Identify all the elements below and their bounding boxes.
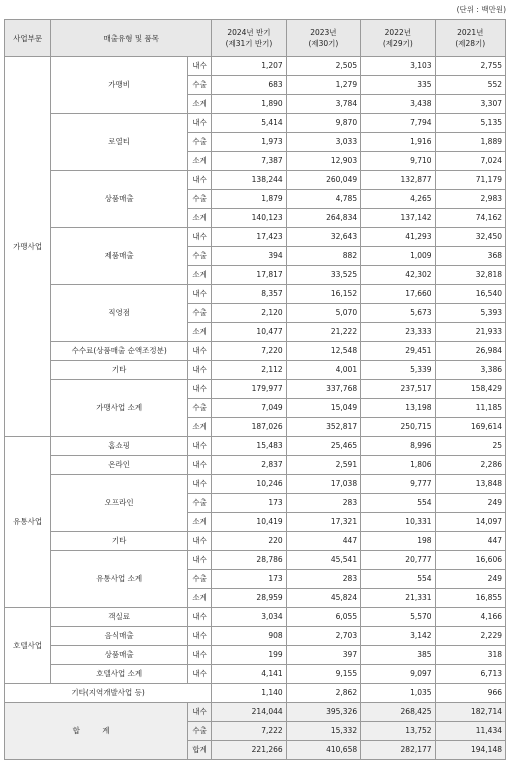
col-header-period-1-year: 2024년 반기 [227, 28, 271, 37]
value-cell-period-1: 8,357 [212, 285, 286, 304]
value-cell-period-4: 16,606 [435, 551, 505, 570]
value-cell-period-3: 9,097 [361, 665, 435, 684]
row-kind-label: 소계 [188, 266, 212, 285]
table-row [5, 456, 506, 475]
value-cell-period-2: 45,824 [286, 589, 360, 608]
col-header-period-2-term: (제30기) [308, 39, 339, 48]
value-cell-period-2: 264,834 [286, 209, 360, 228]
row-kind-label: 내수 [188, 57, 212, 76]
value-cell-period-3: 3,438 [361, 95, 435, 114]
value-cell-period-2: 9,870 [286, 114, 360, 133]
value-cell-period-1: 908 [212, 627, 286, 646]
value-cell-period-4: 194,148 [435, 741, 505, 760]
value-cell-period-1: 1,140 [212, 684, 286, 703]
row-kind-label: 내수 [188, 228, 212, 247]
row-item-label: 기타 [51, 361, 188, 380]
value-cell-period-1: 173 [212, 494, 286, 513]
row-item-label: 로열티 [51, 114, 188, 171]
value-cell-period-4: 1,889 [435, 133, 505, 152]
table-body [5, 57, 506, 760]
row-kind-label: 내수 [188, 475, 212, 494]
table-row [5, 361, 506, 380]
value-cell-period-3: 4,265 [361, 190, 435, 209]
value-cell-period-4: 11,434 [435, 722, 505, 741]
row-kind-label: 수출 [188, 399, 212, 418]
col-header-period-2 [286, 20, 360, 57]
row-kind-label: 수출 [188, 570, 212, 589]
value-cell-period-4: 2,229 [435, 627, 505, 646]
value-cell-period-2: 15,332 [286, 722, 360, 741]
row-kind-label: 내수 [188, 437, 212, 456]
value-cell-period-1: 173 [212, 570, 286, 589]
row-kind-label: 소계 [188, 152, 212, 171]
value-cell-period-4: 16,540 [435, 285, 505, 304]
row-item-label: 유통사업 소계 [51, 551, 188, 608]
value-cell-period-2: 260,049 [286, 171, 360, 190]
value-cell-period-2: 2,862 [286, 684, 360, 703]
value-cell-period-1: 3,034 [212, 608, 286, 627]
value-cell-period-2: 410,658 [286, 741, 360, 760]
value-cell-period-3: 42,302 [361, 266, 435, 285]
value-cell-period-3: 250,715 [361, 418, 435, 437]
row-kind-label: 수출 [188, 190, 212, 209]
value-cell-period-3: 8,996 [361, 437, 435, 456]
value-cell-period-3: 23,333 [361, 323, 435, 342]
value-cell-period-4: 5,393 [435, 304, 505, 323]
value-cell-period-2: 12,548 [286, 342, 360, 361]
value-cell-period-3: 9,710 [361, 152, 435, 171]
value-cell-period-1: 28,959 [212, 589, 286, 608]
value-cell-period-4: 158,429 [435, 380, 505, 399]
table-row [5, 228, 506, 247]
value-cell-period-4: 3,386 [435, 361, 505, 380]
value-cell-period-3: 10,331 [361, 513, 435, 532]
value-cell-period-3: 41,293 [361, 228, 435, 247]
value-cell-period-3: 137,142 [361, 209, 435, 228]
sector-label: 합 계 [5, 703, 188, 760]
value-cell-period-1: 7,049 [212, 399, 286, 418]
row-kind-label: 소계 [188, 513, 212, 532]
col-header-period-3-year: 2022년 [384, 28, 411, 37]
row-item-label: 객실료 [51, 608, 188, 627]
value-cell-period-4: 32,450 [435, 228, 505, 247]
row-kind-label: 내수 [188, 171, 212, 190]
table-row [5, 551, 506, 570]
value-cell-period-2: 15,049 [286, 399, 360, 418]
value-cell-period-4: 4,166 [435, 608, 505, 627]
value-cell-period-4: 2,755 [435, 57, 505, 76]
value-cell-period-1: 2,112 [212, 361, 286, 380]
row-kind-label: 내수 [188, 532, 212, 551]
value-cell-period-1: 1,973 [212, 133, 286, 152]
sector-label: 유통사업 [5, 437, 51, 608]
value-cell-period-2: 12,903 [286, 152, 360, 171]
value-cell-period-2: 283 [286, 494, 360, 513]
value-cell-period-4: 13,848 [435, 475, 505, 494]
col-header-period-4-year: 2021년 [457, 28, 484, 37]
row-kind-label: 수출 [188, 304, 212, 323]
header-row [5, 20, 506, 57]
row-kind-label: 합계 [188, 741, 212, 760]
row-kind-label: 내수 [188, 608, 212, 627]
value-cell-period-2: 3,784 [286, 95, 360, 114]
value-cell-period-1: 214,044 [212, 703, 286, 722]
value-cell-period-3: 7,794 [361, 114, 435, 133]
row-item-label: 가맹비 [51, 57, 188, 114]
value-cell-period-4: 21,933 [435, 323, 505, 342]
row-kind-label: 내수 [188, 456, 212, 475]
value-cell-period-3: 268,425 [361, 703, 435, 722]
value-cell-period-3: 1,806 [361, 456, 435, 475]
value-cell-period-3: 9,777 [361, 475, 435, 494]
col-header-sector: 사업부문 [5, 20, 51, 57]
sector-label: 호텔사업 [5, 608, 51, 684]
value-cell-period-1: 28,786 [212, 551, 286, 570]
value-cell-period-1: 17,423 [212, 228, 286, 247]
table-row [5, 171, 506, 190]
table-row [5, 684, 506, 703]
value-cell-period-3: 20,777 [361, 551, 435, 570]
value-cell-period-1: 138,244 [212, 171, 286, 190]
row-kind-label: 내수 [188, 114, 212, 133]
value-cell-period-4: 249 [435, 570, 505, 589]
row-kind-label: 내수 [188, 551, 212, 570]
value-cell-period-2: 1,279 [286, 76, 360, 95]
value-cell-period-4: 14,097 [435, 513, 505, 532]
table-row [5, 532, 506, 551]
value-cell-period-3: 1,035 [361, 684, 435, 703]
row-kind-label: 수출 [188, 494, 212, 513]
col-header-type: 매출유형 및 품목 [51, 20, 212, 57]
value-cell-period-3: 5,673 [361, 304, 435, 323]
value-cell-period-3: 13,198 [361, 399, 435, 418]
value-cell-period-3: 554 [361, 494, 435, 513]
value-cell-period-3: 13,752 [361, 722, 435, 741]
value-cell-period-3: 132,877 [361, 171, 435, 190]
value-cell-period-2: 17,038 [286, 475, 360, 494]
row-item-label: 음식매출 [51, 627, 188, 646]
value-cell-period-1: 15,483 [212, 437, 286, 456]
table-row [5, 627, 506, 646]
row-kind-label: 내수 [188, 703, 212, 722]
row-item-label: 수수료(상품매출 순액조정분) [51, 342, 188, 361]
row-kind-label: 내수 [188, 665, 212, 684]
value-cell-period-3: 198 [361, 532, 435, 551]
value-cell-period-1: 199 [212, 646, 286, 665]
table-row [5, 665, 506, 684]
value-cell-period-3: 282,177 [361, 741, 435, 760]
value-cell-period-1: 1,207 [212, 57, 286, 76]
row-item-label: 온라인 [51, 456, 188, 475]
row-kind-label: 소계 [188, 323, 212, 342]
value-cell-period-2: 4,001 [286, 361, 360, 380]
value-cell-period-2: 32,643 [286, 228, 360, 247]
table-row [5, 285, 506, 304]
value-cell-period-1: 394 [212, 247, 286, 266]
value-cell-period-3: 1,009 [361, 247, 435, 266]
table-row [5, 703, 506, 722]
value-cell-period-2: 283 [286, 570, 360, 589]
col-header-period-4 [435, 20, 505, 57]
value-cell-period-4: 2,983 [435, 190, 505, 209]
value-cell-period-1: 1,890 [212, 95, 286, 114]
value-cell-period-2: 25,465 [286, 437, 360, 456]
value-cell-period-3: 17,660 [361, 285, 435, 304]
value-cell-period-1: 2,120 [212, 304, 286, 323]
value-cell-period-4: 182,714 [435, 703, 505, 722]
value-cell-period-4: 71,179 [435, 171, 505, 190]
value-cell-period-2: 5,070 [286, 304, 360, 323]
value-cell-period-1: 179,977 [212, 380, 286, 399]
table-row [5, 57, 506, 76]
value-cell-period-2: 9,155 [286, 665, 360, 684]
table-row [5, 437, 506, 456]
value-cell-period-4: 7,024 [435, 152, 505, 171]
row-kind-label: 소계 [188, 418, 212, 437]
col-header-period-3-term: (제29기) [382, 39, 413, 48]
unit-note: (단위 : 백만원) [456, 5, 506, 14]
value-cell-period-2: 337,768 [286, 380, 360, 399]
value-cell-period-3: 385 [361, 646, 435, 665]
value-cell-period-1: 7,220 [212, 342, 286, 361]
row-item-label: 홈쇼핑 [51, 437, 188, 456]
value-cell-period-1: 7,222 [212, 722, 286, 741]
row-kind-label: 내수 [188, 627, 212, 646]
col-header-period-3 [361, 20, 435, 57]
value-cell-period-4: 6,713 [435, 665, 505, 684]
value-cell-period-4: 368 [435, 247, 505, 266]
table-row [5, 475, 506, 494]
row-kind-label: 소계 [188, 209, 212, 228]
value-cell-period-1: 1,879 [212, 190, 286, 209]
row-item-label: 상품매출 [51, 646, 188, 665]
table-row [5, 114, 506, 133]
value-cell-period-4: 249 [435, 494, 505, 513]
value-cell-period-1: 10,477 [212, 323, 286, 342]
row-item-label: 기타(지역개발사업 등) [5, 684, 212, 703]
row-kind-label: 내수 [188, 361, 212, 380]
value-cell-period-3: 3,103 [361, 57, 435, 76]
value-cell-period-4: 966 [435, 684, 505, 703]
value-cell-period-1: 220 [212, 532, 286, 551]
value-cell-period-3: 237,517 [361, 380, 435, 399]
value-cell-period-2: 447 [286, 532, 360, 551]
row-kind-label: 내수 [188, 646, 212, 665]
value-cell-period-4: 11,185 [435, 399, 505, 418]
row-kind-label: 소계 [188, 95, 212, 114]
row-kind-label: 내수 [188, 380, 212, 399]
revenue-table [4, 19, 506, 760]
value-cell-period-1: 5,414 [212, 114, 286, 133]
value-cell-period-3: 21,331 [361, 589, 435, 608]
value-cell-period-3: 335 [361, 76, 435, 95]
row-item-label: 상품매출 [51, 171, 188, 228]
row-kind-label: 수출 [188, 76, 212, 95]
row-kind-label: 수출 [188, 133, 212, 152]
value-cell-period-4: 5,135 [435, 114, 505, 133]
value-cell-period-4: 32,818 [435, 266, 505, 285]
value-cell-period-4: 26,984 [435, 342, 505, 361]
table-row [5, 342, 506, 361]
col-header-period-1-term: (제31기 반기) [225, 39, 273, 48]
value-cell-period-2: 882 [286, 247, 360, 266]
value-cell-period-3: 554 [361, 570, 435, 589]
value-cell-period-1: 140,123 [212, 209, 286, 228]
table-row [5, 380, 506, 399]
value-cell-period-3: 5,570 [361, 608, 435, 627]
row-item-label: 오프라인 [51, 475, 188, 532]
value-cell-period-2: 352,817 [286, 418, 360, 437]
value-cell-period-2: 395,326 [286, 703, 360, 722]
value-cell-period-2: 33,525 [286, 266, 360, 285]
value-cell-period-3: 5,339 [361, 361, 435, 380]
row-item-label: 기타 [51, 532, 188, 551]
value-cell-period-4: 447 [435, 532, 505, 551]
value-cell-period-2: 2,591 [286, 456, 360, 475]
value-cell-period-4: 552 [435, 76, 505, 95]
row-kind-label: 내수 [188, 285, 212, 304]
col-header-period-1 [212, 20, 286, 57]
value-cell-period-4: 2,286 [435, 456, 505, 475]
value-cell-period-2: 2,703 [286, 627, 360, 646]
row-kind-label: 소계 [188, 589, 212, 608]
row-item-label: 호텔사업 소계 [51, 665, 188, 684]
value-cell-period-1: 187,026 [212, 418, 286, 437]
table-row [5, 646, 506, 665]
value-cell-period-4: 25 [435, 437, 505, 456]
sector-label: 가맹사업 [5, 57, 51, 437]
row-item-label: 가맹사업 소계 [51, 380, 188, 437]
value-cell-period-3: 1,916 [361, 133, 435, 152]
value-cell-period-1: 4,141 [212, 665, 286, 684]
value-cell-period-3: 29,451 [361, 342, 435, 361]
value-cell-period-4: 74,162 [435, 209, 505, 228]
row-kind-label: 수출 [188, 722, 212, 741]
col-header-period-4-term: (제28기) [455, 39, 486, 48]
value-cell-period-4: 318 [435, 646, 505, 665]
value-cell-period-2: 21,222 [286, 323, 360, 342]
row-item-label: 제품매출 [51, 228, 188, 285]
value-cell-period-2: 6,055 [286, 608, 360, 627]
value-cell-period-4: 16,855 [435, 589, 505, 608]
value-cell-period-2: 17,321 [286, 513, 360, 532]
table-row [5, 608, 506, 627]
row-kind-label: 수출 [188, 247, 212, 266]
value-cell-period-2: 2,505 [286, 57, 360, 76]
value-cell-period-1: 683 [212, 76, 286, 95]
value-cell-period-1: 221,266 [212, 741, 286, 760]
value-cell-period-3: 3,142 [361, 627, 435, 646]
value-cell-period-1: 17,817 [212, 266, 286, 285]
value-cell-period-1: 10,419 [212, 513, 286, 532]
value-cell-period-2: 397 [286, 646, 360, 665]
value-cell-period-2: 3,033 [286, 133, 360, 152]
row-kind-label: 내수 [188, 342, 212, 361]
value-cell-period-1: 2,837 [212, 456, 286, 475]
value-cell-period-4: 3,307 [435, 95, 505, 114]
col-header-period-2-year: 2023년 [310, 28, 337, 37]
value-cell-period-2: 16,152 [286, 285, 360, 304]
value-cell-period-2: 4,785 [286, 190, 360, 209]
value-cell-period-1: 10,246 [212, 475, 286, 494]
value-cell-period-1: 7,387 [212, 152, 286, 171]
value-cell-period-4: 169,614 [435, 418, 505, 437]
row-item-label: 직영점 [51, 285, 188, 342]
value-cell-period-2: 45,541 [286, 551, 360, 570]
